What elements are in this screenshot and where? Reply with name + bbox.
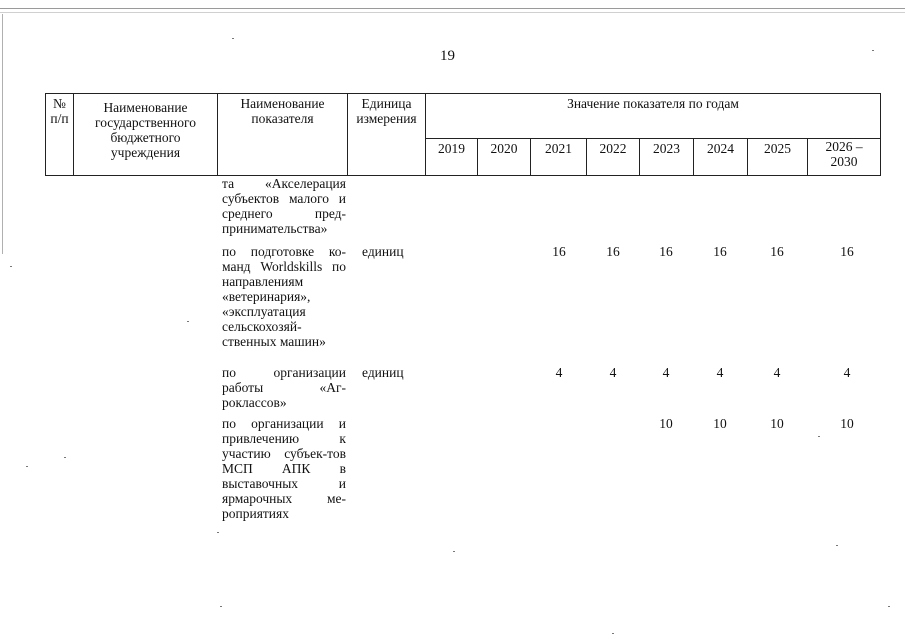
row-value: 16	[840, 244, 854, 259]
scan-speck	[220, 606, 222, 607]
row-value: 4	[716, 365, 724, 380]
col-header-indicator: Наименование показателя	[218, 94, 348, 176]
scan-speck	[888, 606, 890, 607]
row-value: 4	[662, 365, 670, 380]
scan-speck	[26, 466, 28, 467]
scan-speck	[10, 266, 12, 267]
scan-speck	[217, 532, 219, 533]
page-number: 19	[440, 48, 455, 64]
row-value: 16	[606, 244, 620, 259]
scan-speck	[187, 321, 189, 322]
scan-speck	[818, 436, 820, 437]
row-indicator-text: та «Акселерация субъектов малого и среднего пред-принимательства»	[222, 176, 346, 236]
scan-speck	[232, 38, 234, 39]
row-unit: единиц	[362, 365, 404, 380]
row-unit: единиц	[362, 244, 404, 259]
year-header: 2020	[478, 139, 531, 176]
scan-speck	[453, 551, 455, 552]
year-header: 2022	[587, 139, 640, 176]
row-value: 10	[770, 416, 784, 431]
year-header: 2026 – 2030	[808, 139, 881, 176]
year-header: 2023	[640, 139, 694, 176]
row-value: 4	[843, 365, 851, 380]
year-header: 2025	[748, 139, 808, 176]
scan-speck	[836, 545, 838, 546]
scan-speck	[612, 633, 614, 634]
col-header-unit: Единица измерения	[348, 94, 426, 176]
scan-top-border	[0, 8, 905, 9]
scan-top-border-inner	[0, 12, 905, 13]
row-indicator-text: по подготовке ко-манд Worldskills по направлениям «ветеринария», «эксплуатация сельскохозяй-ственных машин»	[222, 244, 346, 349]
scan-speck	[64, 457, 66, 458]
row-value: 16	[659, 244, 673, 259]
col-header-num: № п/п	[46, 94, 74, 176]
col-header-institution: Наименование государственного бюджетного учреждения	[74, 94, 218, 176]
row-value: 10	[713, 416, 727, 431]
row-value: 4	[773, 365, 781, 380]
row-value: 4	[609, 365, 617, 380]
col-header-values-by-year: Значение показателя по годам	[426, 94, 881, 139]
row-indicator-text: по организации и привлечению к участию субъек-тов МСП АПК в выставочных и ярмарочных ме-роприятиях	[222, 416, 346, 521]
row-value: 10	[840, 416, 854, 431]
row-value: 16	[552, 244, 566, 259]
row-value: 4	[555, 365, 563, 380]
year-header: 2024	[694, 139, 748, 176]
scan-left-border	[2, 14, 3, 254]
row-value: 10	[659, 416, 673, 431]
scan-speck	[872, 50, 874, 51]
year-header: 2021	[531, 139, 587, 176]
row-value: 16	[770, 244, 784, 259]
indicator-table-header	[45, 93, 881, 176]
row-indicator-text: по организации работы «Аг-роклассов»	[222, 365, 346, 410]
row-value: 16	[713, 244, 727, 259]
year-header: 2019	[426, 139, 478, 176]
